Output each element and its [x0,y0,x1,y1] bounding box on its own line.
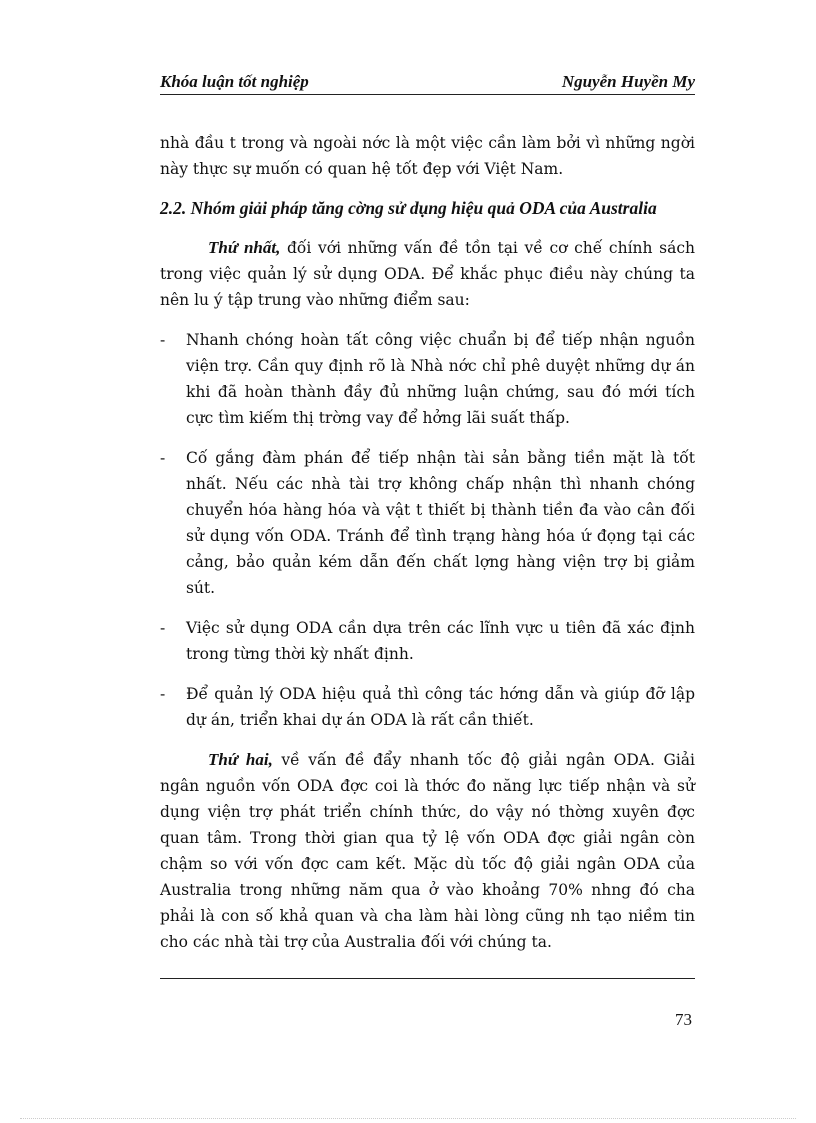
lead-second: Thứ hai, [208,750,273,769]
header-thesis-title: Khóa luận tốt nghiệp [160,72,309,91]
page-bottom-border [20,1118,796,1119]
footer-divider [160,978,695,979]
bullet-dash: - [160,449,166,467]
page-number: 73 [675,1010,692,1029]
list-item [160,445,695,601]
lead-first: Thứ nhất, [208,238,281,257]
paragraph-first-text: đối với những vấn đề tồn tại về cơ chế chính sách trong việc quản lý sử dụng ODA. Để khắc phục điều này chúng ta nên lu ý tập trung vào những điểm sau: [160,239,696,309]
paragraph-second-point [160,747,695,955]
bullet-dash: - [160,331,166,349]
section-heading: 2.2. Nhóm giải pháp tăng cờng sử dụng hiệu quả ODA của Australia [160,198,657,218]
header-author-name: Nguyễn Huyền My [561,72,695,91]
bullet-dash: - [160,619,166,637]
list-item-text: Cố gắng đàm phán để tiếp nhận tài sản bằng tiền mặt là tốt nhất. Nếu các nhà tài trợ không chấp nhận thì nhanh chóng chuyển hóa hàng hóa và vật t thiết bị thành tiền đa vào cân đối sử dụng vốn ODA. Tránh để tình trạng hàng hóa ứ đọng tại các cảng, bảo quản kém dẫn đến chất lợng hàng viện trợ bị giảm sút. [186,449,695,597]
list-item [160,615,695,667]
page-header [160,72,695,95]
bullet-list [160,327,695,733]
bullet-dash: - [160,685,166,703]
list-item [160,681,695,733]
list-item-text: Nhanh chóng hoàn tất công việc chuẩn bị để tiếp nhận nguồn viện trợ. Cần quy định rõ là Nhà nớc chỉ phê duyệt những dự án khi đã hoàn thành đầy đủ những luận chứng, sau đó mới tích cực tìm kiếm thị trờng vay để hởng lãi suất thấp. [186,331,695,427]
paragraph-second-text: về vấn đề đẩy nhanh tốc độ giải ngân ODA. Giải ngân nguồn vốn ODA đợc coi là thớc đo năng lực tiếp nhận và sử dụng viện trợ phát triển chính thức, do vậy nó thờng xuyên đợc quan tâm. Trong thời gian qua tỷ lệ vốn ODA đợc giải ngân còn chậm so với vốn đợc cam kết. Mặc dù tốc độ giải ngân ODA của Australia trong những năm qua ở vào khoảng 70% nhng đó cha phải là con số khả quan và cha làm hài lòng cũng nh tạo niềm tin cho các nhà tài trợ của Australia đối với chúng ta. [160,751,695,951]
document-body [160,130,695,969]
list-item-text: Việc sử dụng ODA cần dựa trên các lĩnh vực u tiên đã xác định trong từng thời kỳ nhất định. [186,619,695,663]
list-item [160,327,695,431]
paragraph-first-point [160,235,695,313]
list-item-text: Để quản lý ODA hiệu quả thì công tác hớng dẫn và giúp đỡ lập dự án, triển khai dự án ODA là rất cần thiết. [186,685,695,729]
paragraph-continuation: nhà đầu t trong và ngoài nớc là một việc cần làm bởi vì những ngời này thực sự muốn có quan hệ tốt đẹp với Việt Nam. [160,134,695,178]
